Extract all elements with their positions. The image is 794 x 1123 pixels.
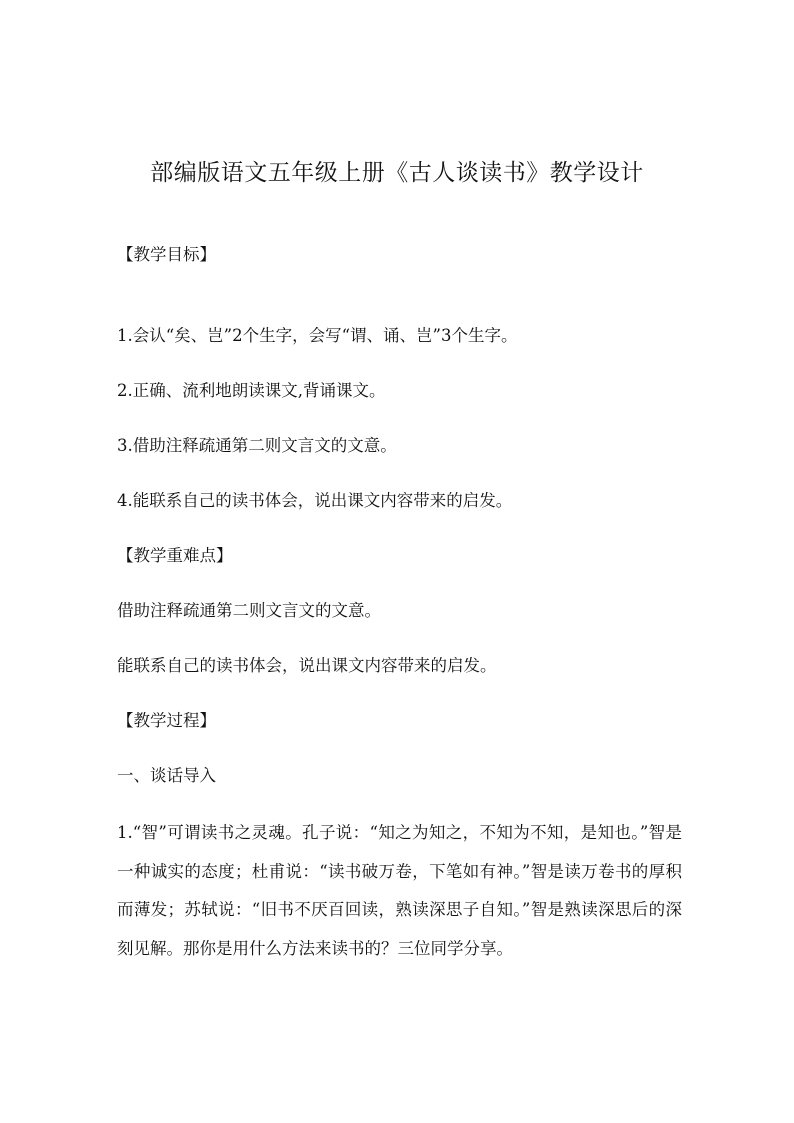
section-one-paragraph: 1.“智”可谓读书之灵魂。孔子说：“知之为知之，不知为不知，是知也。”智是一种诚实的态度；杜甫说：“读书破万卷，下笔如有神。”智是读万卷书的厚积而薄发；苏轼说：“旧书不厌百回读，熟读深思子自知。”智是熟读深思后的深刻见解。那你是用什么方法来读书的？三位同学分享。 — [117, 823, 682, 958]
objectives-heading: 【教学目标】 — [117, 245, 216, 264]
process-heading: 【教学过程】 — [117, 711, 216, 730]
document-title: 部编版语文五年级上册《古人谈读书》教学设计 — [150, 160, 644, 186]
objective-item-3: 3.借助注释疏通第二则文言文的文意。 — [117, 436, 397, 455]
key-points-heading: 【教学重难点】 — [117, 546, 233, 565]
objective-item-2: 2.正确、流利地朗读课文,背诵课文。 — [117, 381, 386, 400]
key-point-item-2: 能联系自己的读书体会，说出课文内容带来的启发。 — [117, 656, 497, 675]
objective-item-4: 4.能联系自己的读书体会，说出课文内容带来的启发。 — [117, 491, 513, 510]
key-point-item-1: 借助注释疏通第二则文言文的文意。 — [117, 601, 381, 620]
section-one-heading: 一、谈话导入 — [117, 766, 216, 785]
objective-item-1: 1.会认“矣、岂”2个生字，会写“谓、诵、岂”3个生字。 — [117, 326, 518, 345]
